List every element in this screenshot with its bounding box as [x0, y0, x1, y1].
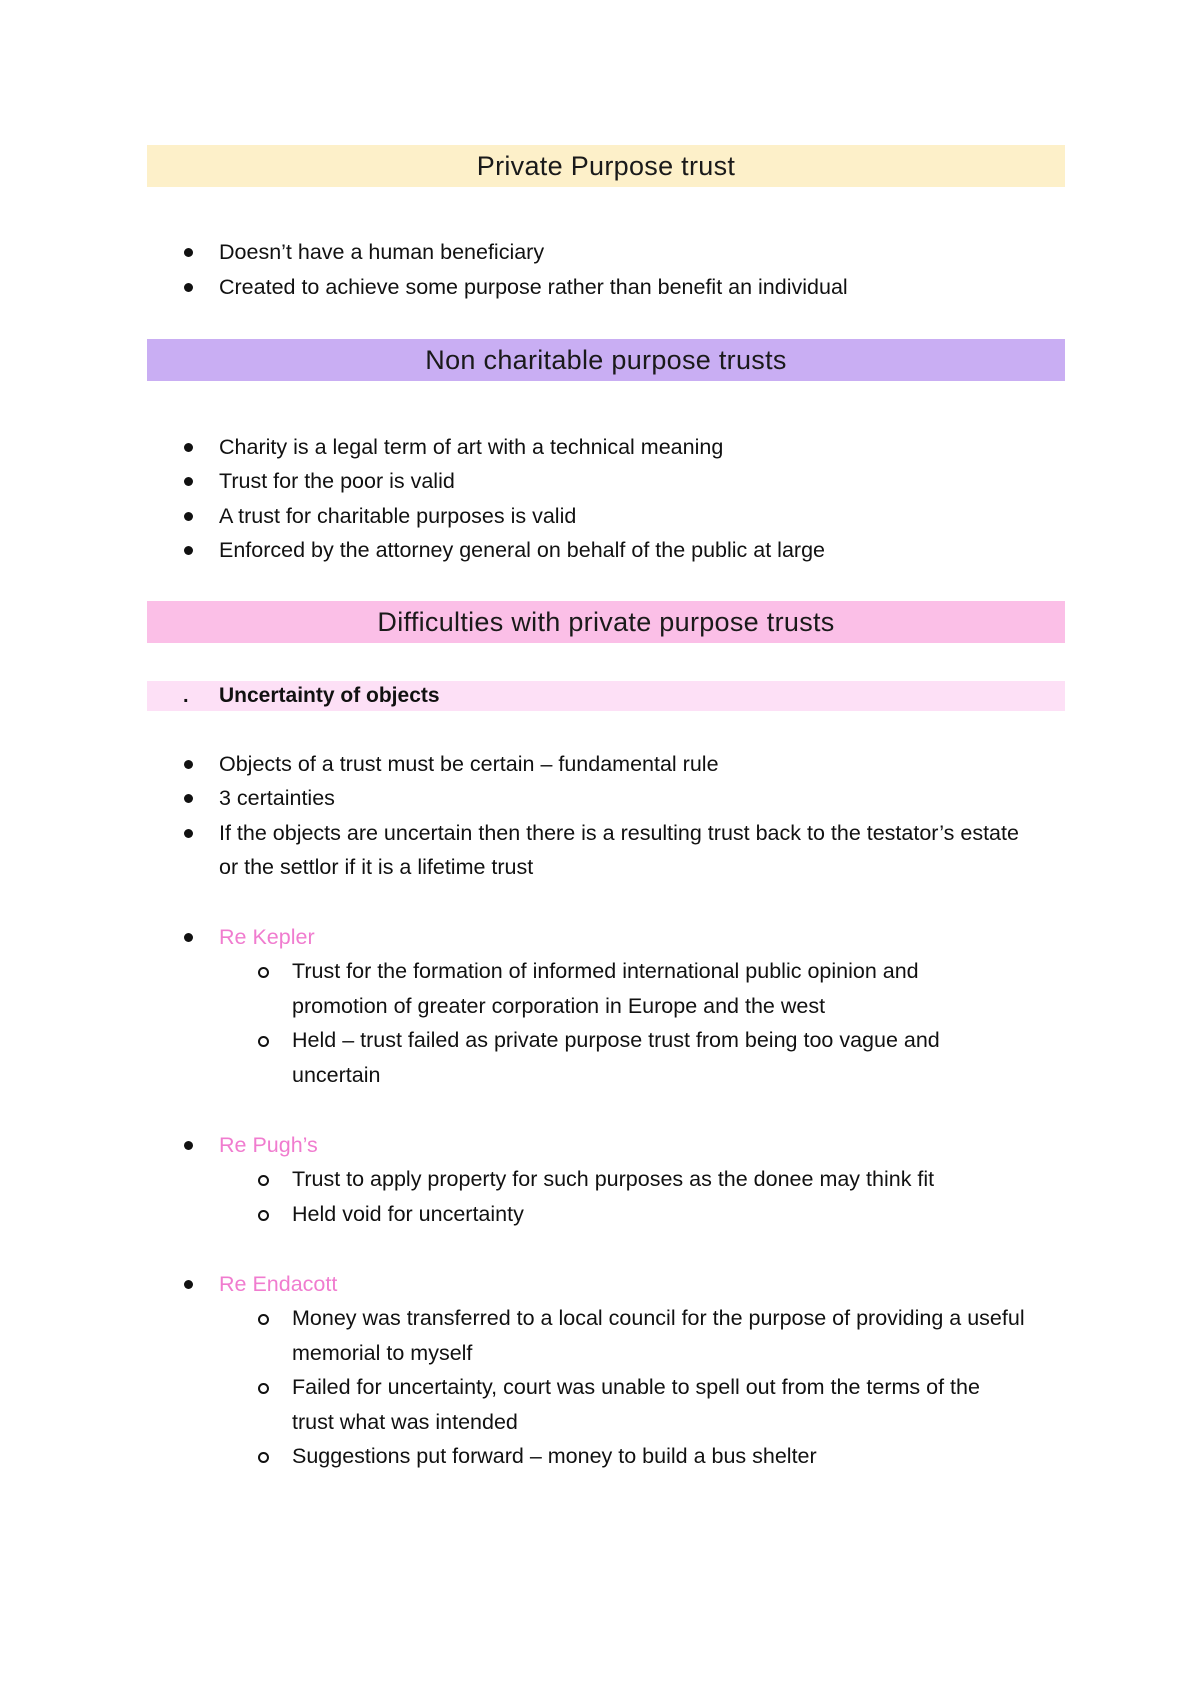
- list-item: 3 certainties: [219, 786, 335, 810]
- bullet-icon: [184, 829, 193, 838]
- list-item: Charity is a legal term of art with a technical meaning: [219, 435, 724, 459]
- list-item: Trust for the poor is valid: [219, 469, 455, 493]
- hollow-bullet-icon: [258, 1452, 269, 1463]
- case-point: Held – trust failed as private purpose trust from being too vague and: [292, 1028, 940, 1052]
- case-name: Re Pugh’s: [219, 1133, 318, 1157]
- hollow-bullet-icon: [258, 1210, 269, 1221]
- bullet-icon: [184, 1141, 193, 1150]
- bullet-icon: [184, 477, 193, 486]
- hollow-bullet-icon: [258, 1383, 269, 1394]
- hollow-bullet-icon: [258, 967, 269, 978]
- bullet-icon: [184, 1280, 193, 1289]
- bullet-icon: [184, 443, 193, 452]
- hollow-bullet-icon: [258, 1314, 269, 1325]
- subheading-label: Uncertainty of objects: [219, 684, 440, 707]
- case-point: Trust for the formation of informed international public opinion and: [292, 959, 919, 983]
- case-point: Trust to apply property for such purposes as the donee may think fit: [292, 1167, 935, 1191]
- list-item: Objects of a trust must be certain – fundamental rule: [219, 752, 719, 776]
- list-item: If the objects are uncertain then there is a resulting trust back to the testator’s estate: [219, 821, 1019, 845]
- case-point: Suggestions put forward – money to build a bus shelter: [292, 1444, 817, 1468]
- bullet-icon: [184, 248, 193, 257]
- hollow-bullet-icon: [258, 1175, 269, 1186]
- list-item: A trust for charitable purposes is valid: [219, 504, 577, 528]
- list-item: Enforced by the attorney general on behalf of the public at large: [219, 538, 825, 562]
- heading-difficulties-private-purpose-trusts: Difficulties with private purpose trusts: [147, 601, 1065, 643]
- bullet-icon: [184, 794, 193, 803]
- bullet-icon: [184, 933, 193, 942]
- subheading-marker: .: [183, 685, 189, 707]
- case-point: Money was transferred to a local council for the purpose of providing a useful: [292, 1306, 1025, 1330]
- heading-private-purpose-trust: Private Purpose trust: [147, 145, 1065, 187]
- case-name: Re Endacott: [219, 1272, 338, 1296]
- case-point: Held void for uncertainty: [292, 1202, 524, 1226]
- case-point-continuation: promotion of greater corporation in Europe and the west: [292, 994, 826, 1018]
- bullet-icon: [184, 283, 193, 292]
- list-item: Created to achieve some purpose rather than benefit an individual: [219, 275, 848, 299]
- case-name: Re Kepler: [219, 925, 315, 949]
- case-point-continuation: memorial to myself: [292, 1341, 473, 1365]
- heading-non-charitable-purpose-trusts: Non charitable purpose trusts: [147, 339, 1065, 381]
- case-point-continuation: uncertain: [292, 1063, 381, 1087]
- subheading-uncertainty-of-objects: [147, 681, 1065, 711]
- case-point-continuation: trust what was intended: [292, 1410, 518, 1434]
- case-point: Failed for uncertainty, court was unable to spell out from the terms of the: [292, 1375, 980, 1399]
- bullet-icon: [184, 760, 193, 769]
- bullet-icon: [184, 512, 193, 521]
- bullet-icon: [184, 546, 193, 555]
- list-item: Doesn’t have a human beneficiary: [219, 240, 545, 264]
- hollow-bullet-icon: [258, 1036, 269, 1047]
- list-item-continuation: or the settlor if it is a lifetime trust: [219, 855, 534, 879]
